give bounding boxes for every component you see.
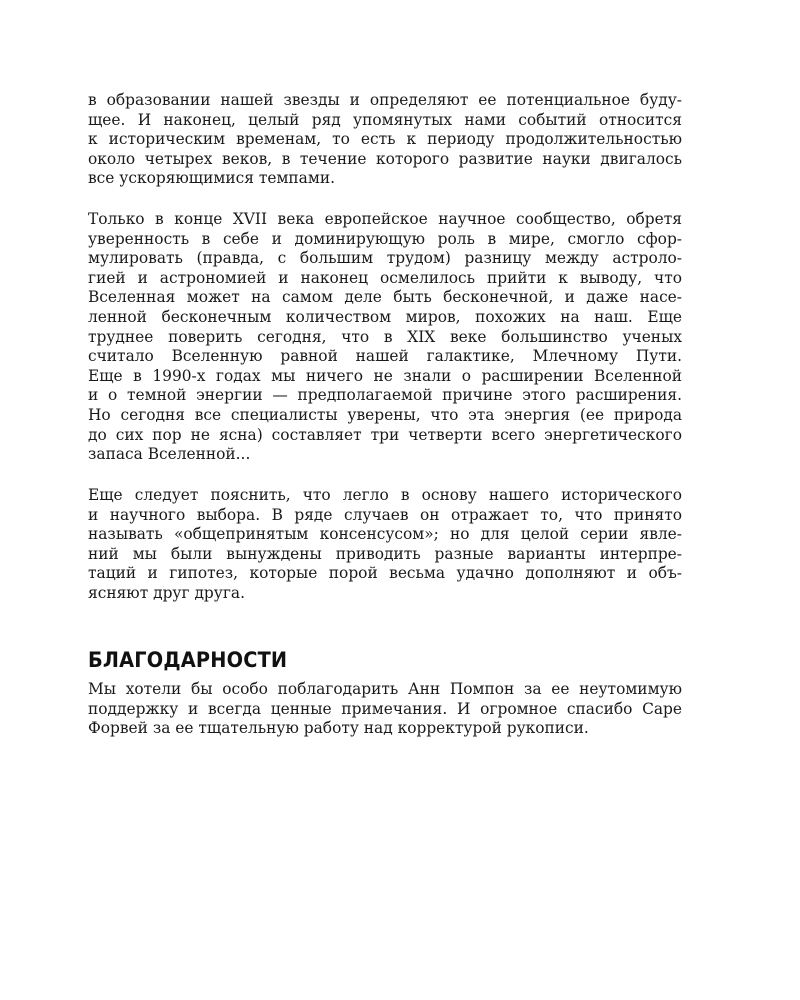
text-line: в образовании нашей звезды и определяют ее потенциальное буду-	[88, 91, 682, 109]
text-line: около четырех веков, в течение которого развитие науки двигалось	[88, 149, 682, 168]
paragraph-1	[88, 91, 682, 189]
text-line: Форвей за ее тщательную работу над корректурой рукописи.	[88, 719, 589, 738]
text-line: все ускоряющимися темпами.	[88, 169, 335, 188]
acknowledgements-heading: БЛАГОДАРНОСТИ	[88, 648, 288, 672]
text-line: Вселенная может на самом деле быть бесконечной, и даже насе-	[88, 288, 682, 307]
acknowledgements-paragraph	[88, 680, 682, 739]
text-line: таций и гипотез, которые порой весьма удачно дополняют и объ-	[88, 564, 682, 583]
text-line: Еще следует пояснить, что легло в основу нашего исторического	[88, 486, 682, 504]
text-line: Мы хотели бы особо поблагодарить Анн Помпон за ее неутомимую	[88, 680, 682, 698]
text-line: и о темной энергии — предполагаемой причине этого расширения.	[88, 386, 682, 405]
text-line: поддержку и всегда ценные примечания. И огромное спасибо Саре	[88, 699, 682, 718]
paragraph-2	[88, 210, 682, 465]
text-line: до сих пор не ясна) составляет три четверти всего энергетического	[88, 425, 682, 444]
text-line: называть «общепринятым консенсусом»; но для целой серии явле-	[88, 525, 682, 544]
paragraph-3	[88, 486, 682, 604]
text-line: и научного выбора. В ряде случаев он отражает то, что принято	[88, 505, 682, 524]
text-line: ний мы были вынуждены приводить разные варианты интерпре-	[88, 544, 682, 563]
text-line: Только в конце XVII века европейское научное сообщество, обретя	[88, 210, 682, 228]
text-line: уверенность в себе и доминирующую роль в мире, смогло сфор-	[88, 229, 682, 248]
text-line: гией и астрономией и наконец осмелилось прийти к выводу, что	[88, 268, 682, 287]
text-line: считало Вселенную равной нашей галактике, Млечному Пути.	[88, 347, 682, 366]
text-line: щее. И наконец, целый ряд упомянутых нами событий относится	[88, 110, 682, 129]
text-line: ясняют друг друга.	[88, 583, 245, 602]
text-line: запаса Вселенной...	[88, 445, 251, 464]
text-line: ленной бесконечным количеством миров, похожих на наш. Еще	[88, 307, 682, 326]
text-line: Но сегодня все специалисты уверены, что эта энергия (ее природа	[88, 405, 682, 424]
text-line: мулировать (правда, с большим трудом) разницу между астроло-	[88, 249, 682, 268]
text-line: к историческим временам, то есть к периоду продолжительностью	[88, 130, 682, 149]
text-line: Еще в 1990-х годах мы ничего не знали о расширении Вселенной	[88, 366, 682, 385]
text-line: труднее поверить сегодня, что в XIX веке большинство ученых	[88, 327, 682, 346]
